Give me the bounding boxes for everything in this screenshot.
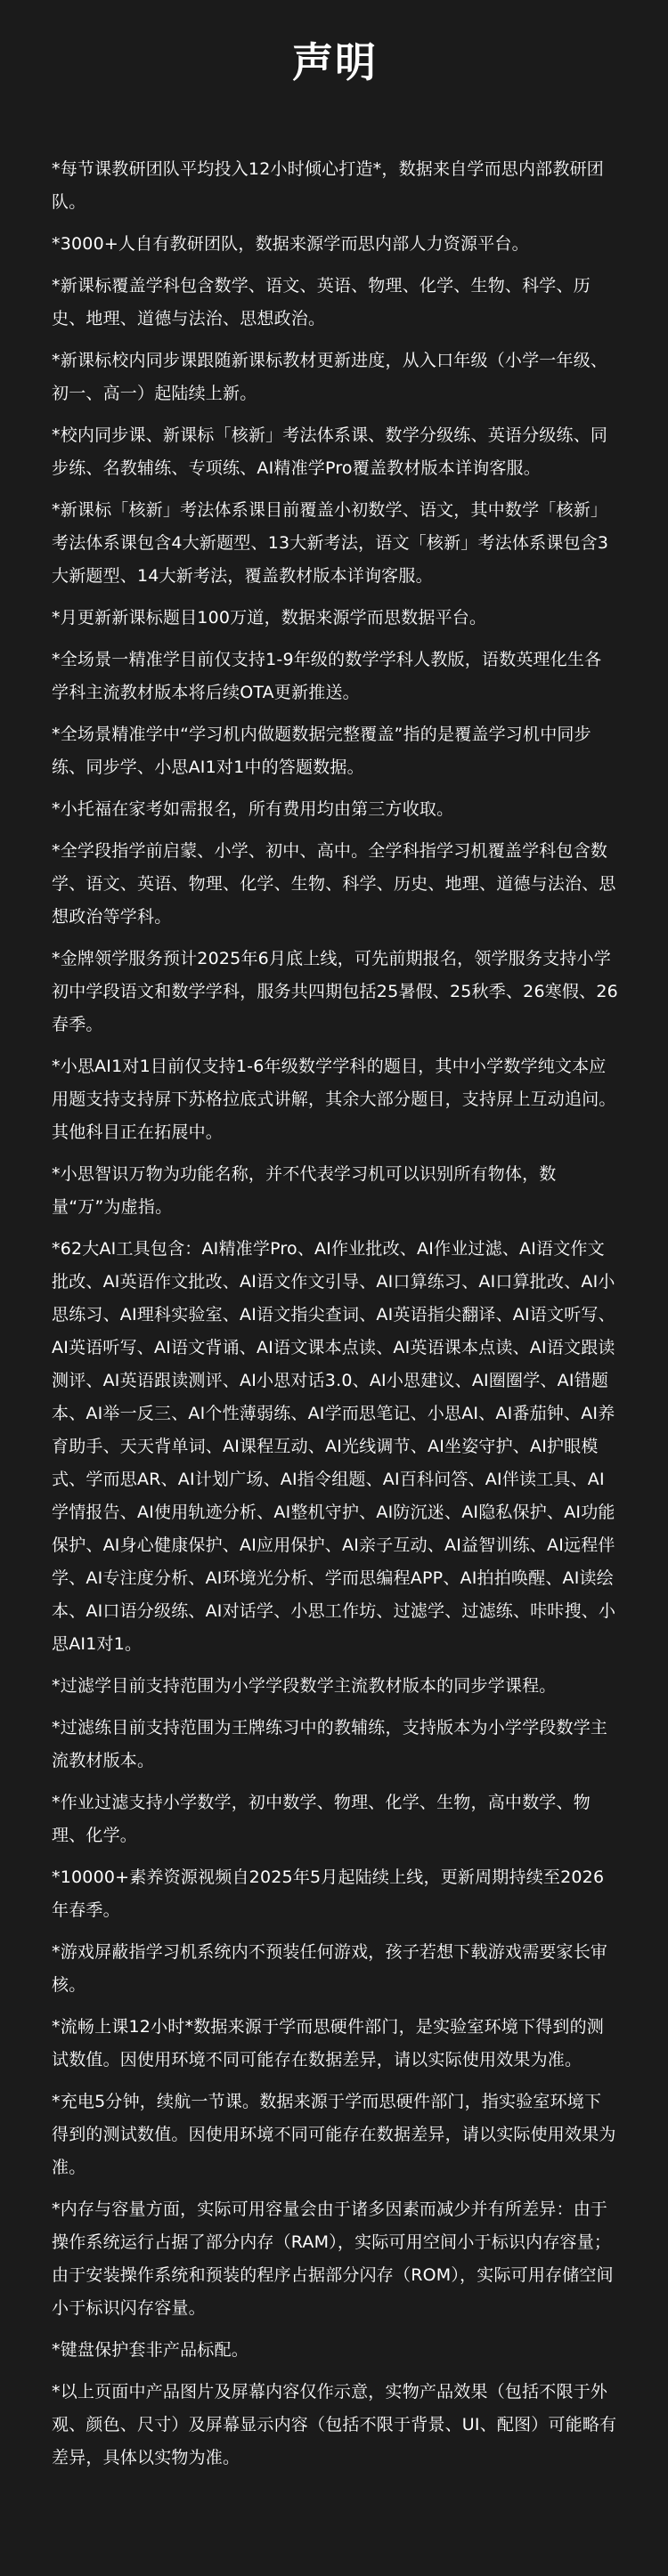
disclaimer-paragraph: *新课标覆盖学科包含数学、语文、英语、物理、化学、生物、科学、历史、地理、道德与法治、思想政治。: [52, 276, 591, 328]
disclaimer-paragraph: *过滤练目前支持范围为王牌练习中的教辅练，支持版本为小学学段数学主流教材版本。: [52, 1718, 608, 1770]
disclaimer-paragraph: *全场景一精准学目前仅支持1-9年级的数学学科人教版，语数英理化生各学科主流教材版本将后续OTA更新推送。: [52, 650, 602, 702]
disclaimer-paragraph: *作业过滤支持小学数学，初中数学、物理、化学、生物，高中数学、物理、化学。: [52, 1793, 591, 1845]
disclaimer-paragraph: *新课标校内同步课跟随新课标教材更新进度，从入口年级（小学一年级、初一、高一）起陆续上新。: [52, 351, 608, 403]
disclaimer-paragraph: *10000+素养资源视频自2025年5月起陆续上线，更新周期持续至2026年春季。: [52, 1867, 605, 1920]
disclaimer-paragraph: *小思智识万物为功能名称，并不代表学习机可以识别所有物体，数量“万”为虚指。: [52, 1164, 557, 1217]
disclaimer-paragraph: *游戏屏蔽指学习机系统内不预装任何游戏，孩子若想下载游戏需要家长审核。: [52, 1942, 608, 1995]
disclaimer-paragraph: *62大AI工具包含：AI精准学Pro、AI作业批改、AI作业过滤、AI语文作文批改、AI英语作文批改、AI语文作文引导、AI口算练习、AI口算批改、AI小思练习、AI理科实验室、AI语文指尖查词、AI英语指尖翻译、AI语文听写、AI英语听写、AI语文背诵、AI语文课本点读、AI英语课本点读、AI语文跟读测评、AI英语跟读测评、AI小思对话3.0、AI小思建议、AI圈圈学、AI错题本、AI举一反三、AI个性薄弱练、AI学而思笔记、小思AI、AI番茄钟、AI养育助手、天天背单词、AI课程互动、AI光线调节、AI坐姿守护、AI护眼模式、学而思AR、AI计划广场、AI指令组题、AI百科问答、AI伴读工具、AI学情报告、AI使用轨迹分析、AI整机守护、AI防沉迷、AI隐私保护、AI功能保护、AI身心健康保护、AI应用保护、AI亲子互动、AI益智训练、AI远程伴学、AI专注度分析、AI环境光分析、学而思编程APP、AI拍拍唤醒、AI读绘本、AI口语分级练、AI对话学、小思工作坊、过滤学、过滤练、咔咔搜、小思AI1对1。: [52, 1239, 616, 1654]
disclaimer-paragraph: *3000+人自有教研团队，数据来源学而思内部人力资源平台。: [52, 234, 529, 254]
disclaimer-paragraph: *金牌领学服务预计2025年6月底上线，可先前期报名，领学服务支持小学初中学段语文和数学学科，服务共四期包括25暑假、25秋季、26寒假、26春季。: [52, 949, 618, 1034]
disclaimer-paragraph: *以上页面中产品图片及屏幕内容仅作示意，实物产品效果（包括不限于外观、颜色、尺寸）及屏幕显示内容（包括不限于背景、UI、配图）可能略有差异，具体以实物为准。: [52, 2382, 617, 2467]
disclaimer-paragraph: *充电5分钟，续航一节课。数据来源于学而思硬件部门，指实验室环境下得到的测试数值。因使用环境不同可能存在数据差异，请以实际使用效果为准。: [52, 2092, 616, 2177]
disclaimer-paragraph: *小托福在家考如需报名，所有费用均由第三方收取。: [52, 799, 454, 819]
disclaimer-paragraph: *每节课教研团队平均投入12小时倾心打造*，数据来自学而思内部教研团队。: [52, 159, 604, 212]
disclaimer-body: [52, 153, 618, 2475]
disclaimer-paragraph: *流畅上课12小时*数据来源于学而思硬件部门，是实验室环境下得到的测试数值。因使用环境不同可能存在数据差异，请以实际使用效果为准。: [52, 2017, 604, 2070]
disclaimer-paragraph: *全学段指学前启蒙、小学、初中、高中。全学科指学习机覆盖学科包含数学、语文、英语、物理、化学、生物、科学、历史、地理、道德与法治、思想政治等学科。: [52, 841, 616, 927]
disclaimer-paragraph: *内存与容量方面，实际可用容量会由于诸多因素而减少并有所差异：由于操作系统运行占据了部分内存（RAM），实际可用空间小于标识内存容量；由于安装操作系统和预装的程序占据部分闪存（ROM），实际可用存储空间小于标识闪存容量。: [52, 2199, 614, 2318]
disclaimer-paragraph: *校内同步课、新课标「核新」考法体系课、数学分级练、英语分级练、同步练、名教辅练、专项练、AI精准学Pro覆盖教材版本详询客服。: [52, 425, 608, 478]
disclaimer-paragraph: *小思AI1对1目前仅支持1-6年级数学学科的题目，其中小学数学纯文本应用题支持支持屏下苏格拉底式讲解，其余大部分题目，支持屏上互动追问。其他科目正在拓展中。: [52, 1057, 616, 1142]
disclaimer-paragraph: *过滤学目前支持范围为小学学段数学主流教材版本的同步学课程。: [52, 1676, 557, 1696]
disclaimer-paragraph: *键盘保护套非产品标配。: [52, 2340, 248, 2360]
disclaimer-paragraph: *新课标「核新」考法体系课目前覆盖小初数学、语文，其中数学「核新」考法体系课包含4大新题型、13大新考法，语文「核新」考法体系课包含3大新题型、14大新考法，覆盖教材版本详询客服。: [52, 500, 609, 586]
page-title: 声明: [292, 38, 378, 86]
disclaimer-paragraph: *月更新新课标题目100万道，数据来源学而思数据平台。: [52, 608, 487, 628]
disclaimer-paragraph: *全场景精准学中“学习机内做题数据完整覆盖”指的是覆盖学习机中同步练、同步学、小思AI1对1中的答题数据。: [52, 725, 591, 777]
